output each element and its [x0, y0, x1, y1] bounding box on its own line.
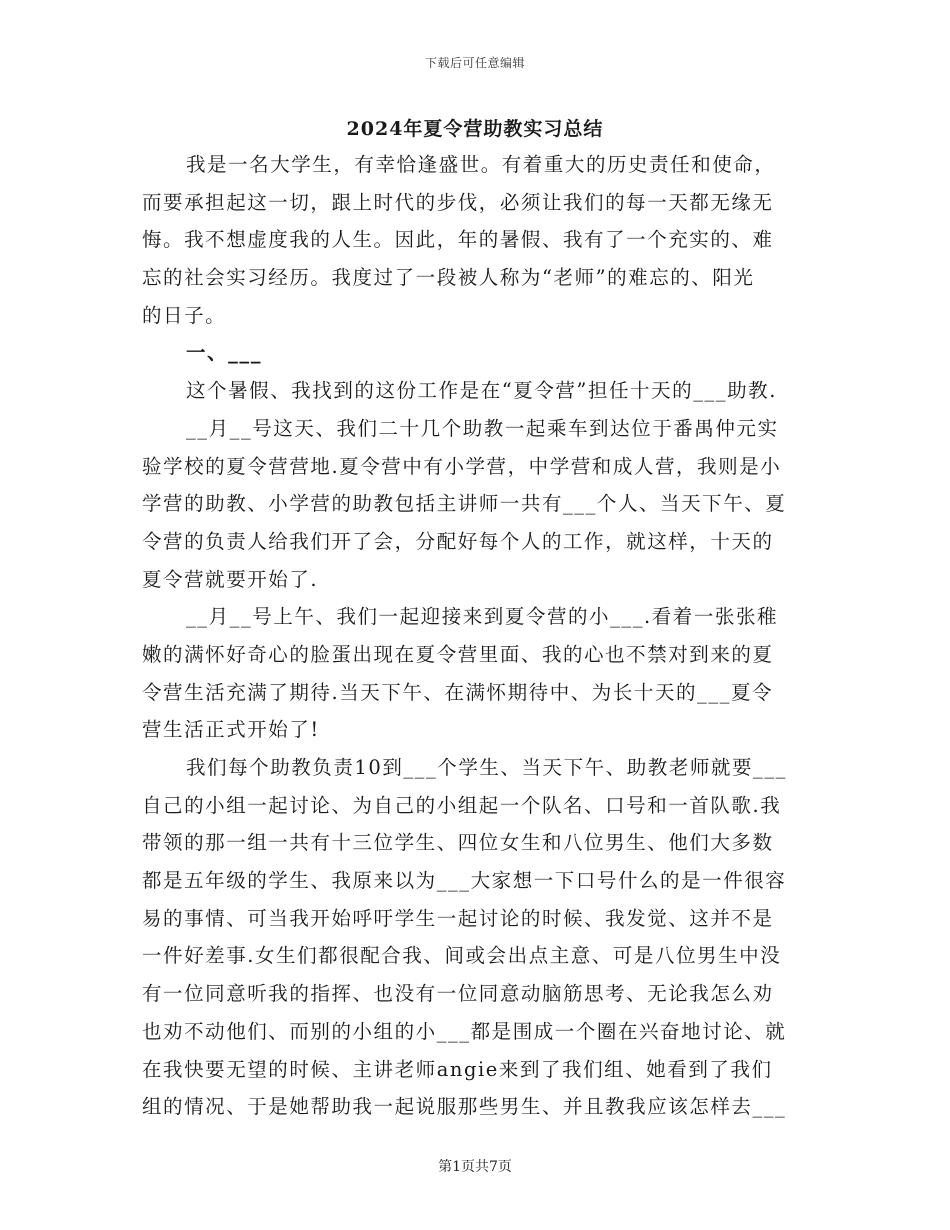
paragraph-line: 的日子。: [142, 303, 227, 327]
paragraph-line: 自己的小组一起讨论、为自己的小组起一个队名、口号和一首队歌.我: [142, 793, 782, 817]
paragraph-line: 忘的社会实习经历。我度过了一段被人称为“老师”的难忘的、阳光: [142, 266, 755, 290]
paragraph-line: 也劝不动他们、而别的小组的小___都是围成一个圈在兴奋地讨论、就: [142, 1019, 787, 1043]
paragraph-line: 我是一名大学生，有幸恰逢盛世。有着重大的历史责任和使命，: [186, 153, 776, 176]
paragraph-line: 组的情况、于是她帮助我一起说服那些男生、并且教我应该怎样去___: [142, 1095, 787, 1119]
paragraph-line: 学营的助教、小学营的助教包括主讲师一共有___个人、当天下午、夏: [142, 492, 787, 516]
paragraph-line: 验学校的夏令营营地.夏令营中有小学营，中学营和成人营，我则是小: [142, 454, 782, 478]
paragraph-line: 在我快要无望的时候、主讲老师angie来到了我们组、她看到了我们: [142, 1057, 773, 1081]
paragraph-line: 悔。我不想虚度我的人生。因此，年的暑假、我有了一个充实的、难: [142, 228, 774, 252]
paragraph-line: 令营的负责人给我们开了会，分配好每个人的工作，就这样，十天的: [142, 529, 774, 553]
paragraph-line: 这个暑假、我找到的这份工作是在“夏令营”担任十天的___助教.: [186, 379, 777, 403]
header-note: 下载后可任意编辑: [424, 56, 525, 70]
paragraph-line: 易的事情、可当我开始呼吁学生一起讨论的时候、我发觉、这并不是: [142, 906, 774, 930]
section-heading: 一、___: [186, 341, 262, 365]
paragraph-line: __月__号上午、我们一起迎接来到夏令营的小___.看着一张张稚: [186, 605, 779, 629]
paragraph-line: 有一位同意听我的指挥、也没有一位同意动脑筋思考、无论我怎么劝: [142, 982, 774, 1006]
paragraph-line: 我们每个助教负责10到___个学生、当天下午、助教老师就要___: [186, 756, 787, 779]
document-body: [142, 146, 814, 1126]
paragraph-line: __月__号这天、我们二十几个助教一起乘车到达位于番禺仲元实: [186, 416, 779, 440]
paragraph-line: 嫩的满怀好奇心的脸蛋出现在夏令营里面、我的心也不禁对到来的夏: [142, 642, 774, 666]
paragraph-line: 带领的那一组一共有十三位学生、四位女生和八位男生、他们大多数: [142, 831, 774, 855]
paragraph-line: 一件好差事.女生们都很配合我、间或会出点主意、可是八位男生中没: [142, 944, 782, 968]
document-title: 2024年夏令营助教实习总结: [346, 118, 604, 140]
paragraph-line: 而要承担起这一切，跟上时代的步伐，必须让我们的每一天都无缘无: [142, 190, 774, 214]
paragraph-line: 营生活正式开始了!: [142, 718, 320, 742]
paragraph-line: 都是五年级的学生、我原来以为___大家想一下口号什么的是一件很容: [142, 869, 787, 893]
paragraph-line: 夏令营就要开始了.: [142, 567, 319, 591]
paragraph-line: 令营生活充满了期待.当天下午、在满怀期待中、为长十天的___夏令: [142, 680, 774, 704]
page-indicator: 第1页共7页: [438, 1159, 512, 1175]
